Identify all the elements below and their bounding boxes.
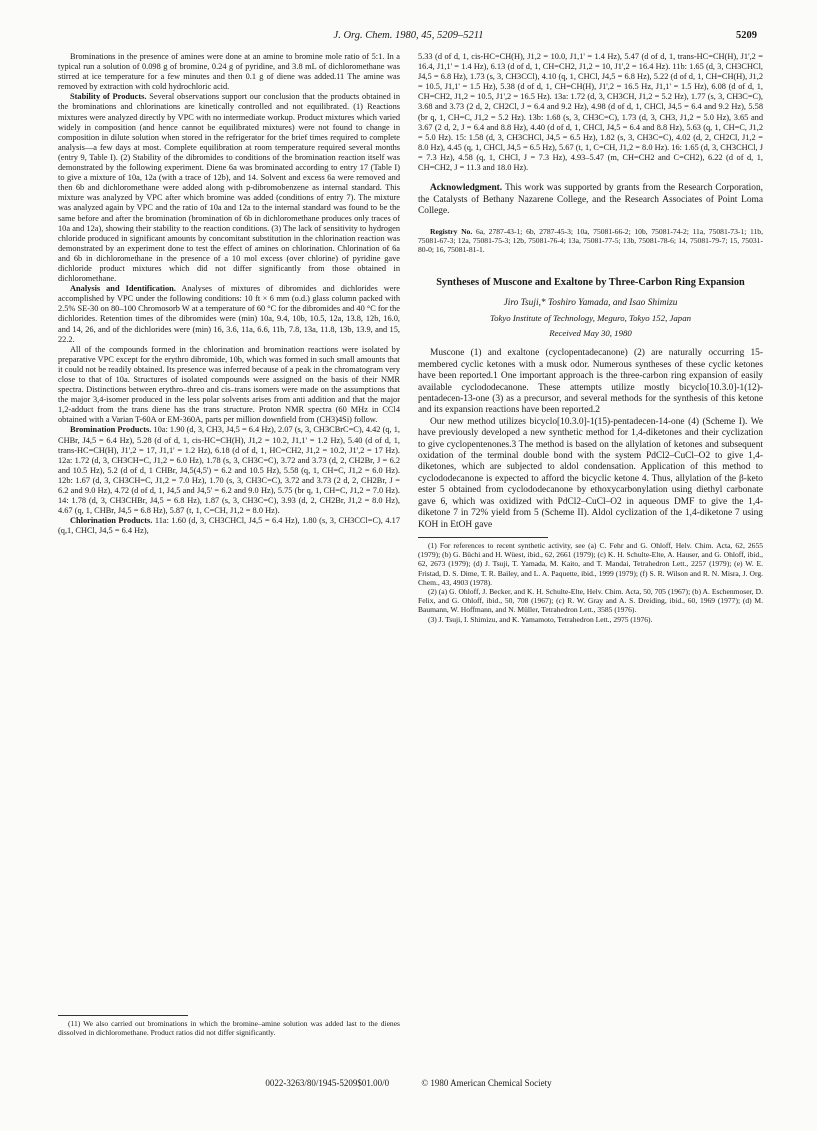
left-footnotes [58,1009,400,1037]
article-body [418,348,763,531]
paragraph-stability [58,92,400,284]
paragraph-bromination-products [58,425,400,516]
heading-stability: Stability of Products. [70,92,147,102]
article-paragraph-2: Our new method utilizes bicyclo[10.3.0]-1(15)-pentadecen-14-one (4) (Scheme I). We have previously developed a new synthetic method for 1,4-diketones and their cyclization to give cyclopentenones.3 The method is based on the allylation of ketones and subsequent oxidation of the terminal double bond with the system PdCl2–CuCl–O2 to give 1,4-diketones, which are subjected to aldol condensation. Application of this method to cyclododecanone is expected to afford the bicyclic ketone 4. Thus, allylation of the β-keto ester 5 obtained from cyclododecanone by ethoxycarbonylation using diethyl carbonate gave 6, which was oxidized with PdCl2–CuCl–O2 in aqueous DMF to give the 1,4-diketone 7 in 72% yield from 5 (Scheme II). Aldol cyclization of the 1,4-diketone 7 using KOH in EtOH gave [418,416,763,530]
page-header [0,30,817,44]
article-title: Syntheses of Muscone and Exaltone by Three-Carbon Ring Expansion [436,276,745,288]
footer-copyright: © 1980 American Chemical Society [421,1078,552,1088]
analysis-text: Analyses of mixtures of dibromides and dichlorides were accomplished by VPC under the following conditions: 10 ft × 6 mm (o.d.) glass column packed with 2.5% SE-30 on 80–100 Chromosorb W at a temperature of 60 °C for the dibromides and 40 °C for the dichlorides. Retention times of the dibromides were (min) 10a, 9.4, 10b, 10.5, 12a, 13.8, 12b, 16.0, and 14, 26, and of the dichlorides were (min) 16, 3.6, 11a, 6.6, 11b, 7.8, 13a, 11.8, 13b, 13.9, and 15, 22.2. [58,284,400,344]
paragraph-chlorination-products [58,516,400,536]
page-number: 5209 [736,30,757,41]
article-paragraph-1: Muscone (1) and exaltone (cyclopentadecanone) (2) are naturally occurring 15-membered cyclic ketones with a musk odor. Numerous syntheses of these cyclic ketones have been reported.1 One important approach is the three-carbon ring expansion of easily available cyclododecanone. These attempts utilize mostly bicyclo[10.3.0]-1(12)-pentadecen-13-one (3) as a precursor, and several methods for the synthesis of this ketone and its expansion reactions have been reported.2 [418,348,763,416]
footnote-11: (11) We also carried out brominations in which the bromine–amine solution was added last to the dienes dissolved in dichloromethane. Product ratios did not differ significantly. [58,1019,400,1038]
registry-text: 6a, 2787-43-1; 6b, 2787-45-3; 10a, 75081-66-2; 10b, 75081-74-2; 11a, 75081-73-1; 11b, 75081-67-3; 12a, 75081-75-3; 12b, 75081-76-4; 13a, 75081-77-5; 13b, 75081-78-6; 14, 75081-79-7; 15, 75031-80-0; 16, 75081-81-1. [418,226,763,255]
paragraph-isolation: All of the compounds formed in the chlorination and bromination reactions were isolated by preparative VPC except for the erythro dibromide, 10b, which was formed in such small amounts that it could not be readily obtained. Its presence was inferred because of a peak in the chromatogram very close to that of 10a. Structures of isolated compounds were assigned on the basis of their NMR spectra. Distinctions between erythro–threo and cis–trans isomers were made on the assumptions that the major 3,4-isomer produced in the less polar solvents arises from anti addition and that the major 1,2-adduct from the trans diene has the trans structure. Proton NMR spectra (60 MHz in CCl4 obtained with a Varian T-60A or EM-360A, parts per million downfield from (CH3)4Si) follow. [58,344,400,425]
footnote-1: (1) For references to recent synthetic activity, see (a) C. Fehr and G. Ohloff, Helv. Chim. Acta, 62, 2655 (1979); (b) G. Büchi and H. Wüest, ibid., 62, 2661 (1979); (c) K. H. Schulte-Elte, A. Hauser, and G. Ohloff, ibid., 62, 2673 (1979); (d) J. Tsuji, T. Yamada, M. Kaito, and T. Mandai, Tetrahedron Lett., 2257 (1979); (e) W. E. Fristad, D. S. Dime, T. R. Bailey, and L. A. Paquette, ibid., 1999 (1979); (f) S. R. Wilson and R. N. Misra, J. Org. Chem., 43, 4903 (1978). [418,541,763,587]
acknowledgment [418,183,763,217]
chlorination-products-text: 11a: 1.60 (d, 3, CH3CHCl, J4,5 = 6.4 Hz), 1.80 (s, 3, CH3CCl=C), 4.17 (q,1, CHCl, J4,5 = 6.4 Hz), [58,516,401,536]
footnote-3: (3) J. Tsuji, I. Shimizu, and K. Yamamoto, Tetrahedron Lett., 2975 (1976). [428,614,653,624]
footer-code: 0022-3263/80/1945-5209$01.00/0 [265,1078,390,1088]
acknowledgment-text: This work was supported by grants from the Research Corporation, the Catalysts of Bethany Nazarene College, and the Research Associates of Point Loma College. [418,183,763,217]
article-received: Received May 30, 1980 [549,327,632,338]
article-affiliation: Tokyo Institute of Technology, Meguro, Tokyo 152, Japan [489,312,691,323]
footnote-rule-right [418,537,548,538]
page-footer [0,1078,817,1088]
right-column [418,52,763,624]
acknowledgment-heading: Acknowledgment. [430,183,503,194]
footnote-2: (2) (a) G. Ohloff, J. Becker, and K. H. Schulte-Elte, Helv. Chim. Acta, 50, 705 (1967); (b) A. Eschenmoser, D. Felix, and G. Ohloff, ibid., 50, 708 (1967); (c) R. W. Gray and A. S. Dreiding, ibid., 60, 1969 (1977); (d) M. Baumann, W. Hoffmann, and N. Müller, Tetrahedron Lett., 3585 (1976). [418,587,763,615]
bromination-products-text: 10a: 1.90 (d, 3, CH3, J4,5 = 6.4 Hz), 2.07 (s, 3, CH3CBrC=C), 4.42 (q, 1, CHBr, J4,5 = 6.4 Hz), 5.28 (d of d, 1, cis-HC=CH(H), J1,2 = 10.2, J1,1' = 1.2 Hz), 5.40 (d of d, 1, trans-HC=CH(H), J1',2 = 17, J1,1' = 1.2 Hz), 6.18 (d of d, 1, HC=CH2, J1,2 = 10.2, J1',2 = 17 Hz). 12a: 1.72 (d, 3, CH3CH=C, J1,2 = 6.0 Hz), 1.78 (s, 3, CH3C=C), 3.72 and 3.73 (d, 2, CH2Br, J = 6.2 and 10.5 Hz), 5.2 (d of d, 1 CHBr, J4,5(4,5') = 6.2 and 10.5 Hz), 5.58 (q, 1, CH=C, J1,2 = 6.0 Hz). 12b: 1.67 (d, 3, CH3CH=C, J1,2 = 7.0 Hz), 1.70 (s, 3, CH3C=C), 3.72 and 3.73 (2 d, 2, CH2Br, J = 6.2 and 9.0 Hz), 4.72 (d of d, 1, J4,5 and J4,5' = 6.2 and 9.0 Hz), 5.75 (br q, 1, CH=C, J1,2 = 7.0 Hz). 14: 1.78 (d, 3, CH3CHBr, J4,5 = 6.8 Hz), 1.87 (s, 3, CH3C=C), 3.93 (d, 2, CH2Br, J1,2 = 8.0 Hz), 4.67 (q, 1, CHBr, J4,5 = 6.8 Hz), 5.87 (t, 1, C=CH, J1,2 = 8.0 Hz). [58,425,400,516]
paragraph-analysis [58,284,400,345]
heading-bromination-products: Bromination Products. [70,425,152,435]
registry-heading: Registry No. [430,226,473,236]
heading-chlorination-products: Chlorination Products. [70,516,153,526]
left-column [58,52,400,537]
paragraph-bromination-amines: Brominations in the presence of amines were done at an amine to bromine mole ratio of 5:1. In a typical run a solution of 0.098 g of bromine, 0.24 g of pyridine, and 3.8 mL of dichloromethane was stirred at ice temperature for a few minutes and then 0.1 g of diene was added.11 The amine was removed by extraction with cold hydrochloric acid. [58,52,400,92]
article-authors: Jiro Tsuji,* Toshiro Yamada, and Isao Shimizu [503,297,678,308]
stability-text: Several observations support our conclusion that the products obtained in the brominations and chlorinations are kinetically controlled and not equilibrated. (1) Reactions mixtures were analyzed directly by VPC with no intermediate workup. Product mixtures which varied widely in composition (and hence cannot be equilibrated mixtures) were not found to change in composition in dilute solution when stored in the refrigerator for the brief times required to complete analysis—a few days at most. Complete equilibration at room temperature required several months (entry 9, Table I). (2) Stability of the dibromides to conditions of the bromination reaction itself was demonstrated by the following experiment. Diene 6a was brominated according to entry 17 (Table I) to give a mixture of 10a, 12a (with a trace of 12b), and 14. Solvent and excess 6a were removed and then 6b and dichloromethane were added along with p-dibromobenzene as internal standard. This mixture was analyzed by VPC after which bromine was added (conditions of entry 7). The mixture was analyzed again by VPC and the ratio of 10a and 12a to the internal standard was found to be the same before and after the bromination (bromination of 6b in dichloromethane produces only traces of 10a and 12a), showing their stability to the reaction conditions. (3) The lack of sensitivity to hydrogen chloride produced in significant amounts by concomitant substitution in the chlorination reaction was demonstrated by an experiment done to test the effect of amines on chlorination. Chlorination of 6a and 6b in dichloromethane in the presence of a 10 mol excess (over chlorine) of pyridine gave dichloride product mixtures which did not differ significantly from those obtained in dichloromethane. [58,92,400,284]
registry-numbers [418,227,763,255]
nmr-continued: 5.33 (d of d, 1, cis-HC=CH(H), J1,2 = 10.0, J1,1' = 1.4 Hz), 5.47 (d of d, 1, trans-HC=CH(H), J1',2 = 16.4, J1,1' = 1.4 Hz), 6.13 (d of d, 1, CH=CH2, J1,2 = 10, J1',2 = 16.4 Hz). 11b: 1.65 (d, 3, CH3CHCl, J4,5 = 6.8 Hz), 1.73 (s, 3, CH3CCl), 4.10 (q, 1, CHCl, J4,5 = 6.8 Hz), 5.22 (d of d, 1, CH=CH(H), J1,2 = 10.5, J1,1' = 1.5 Hz), 5.38 (d of d, 1, CH=CH(H), J1',2 = 16.5 Hz, J1,1' = 1.5 Hz), 6.08 (d of d, 1, CH=CH2, J1,2 = 10.5, J1',2 = 16.5 Hz). 13a: 1.72 (d, 3, CH3CH, J1,2 = 5.2 Hz), 1.77 (s, 3, CH3C=C), 3.68 and 3.73 (2 d, 2, CH2Cl, J = 6.4 and 9.2 Hz), 4.98 (d of d, 1, CHCl, J4,5 = 6.4 and 9.2 Hz), 5.58 (br q, 1, CH=C, J1,2 = 5.2 Hz). 13b: 1.68 (s, 3, CH3C=C), 1.73 (d, 3, CH3, J1,2 = 5.0 Hz), 3.65 and 3.67 (2 d, 2, J = 6.4 and 8.8 Hz), 4.40 (d of d, 1, CHCl, J4,5 = 6.4 and 8.8 Hz), 5.63 (q, 1, CH=C, J1,2 = 5.0 Hz). 15: 1.58 (d, 3, CH3CHCl, J4,5 = 6.5 Hz), 1.82 (s, 3, CH3C=C), 4.02 (d, 2, CH2Cl, J1,2 = 8.0 Hz), 4.45 (q, 1, CHCl, J4,5 = 6.5 Hz), 5.67 (t, 1, C=CH, J1,2 = 8.0 Hz). 16: 1.65 (d, 3, CH3CHCl, J = 7.3 Hz), 4.58 (q, 1, CHCl, J = 7.3 Hz), 4.93–5.47 (m, CH=CH2 and C=CH2), 6.22 (d of d, 1, CH=CH2, J = 11.3 and 18.0 Hz). [418,52,763,173]
journal-citation: J. Org. Chem. 1980, 45, 5209–5211 [333,30,484,41]
footnote-rule [58,1015,188,1016]
heading-analysis: Analysis and Identification. [70,284,176,294]
